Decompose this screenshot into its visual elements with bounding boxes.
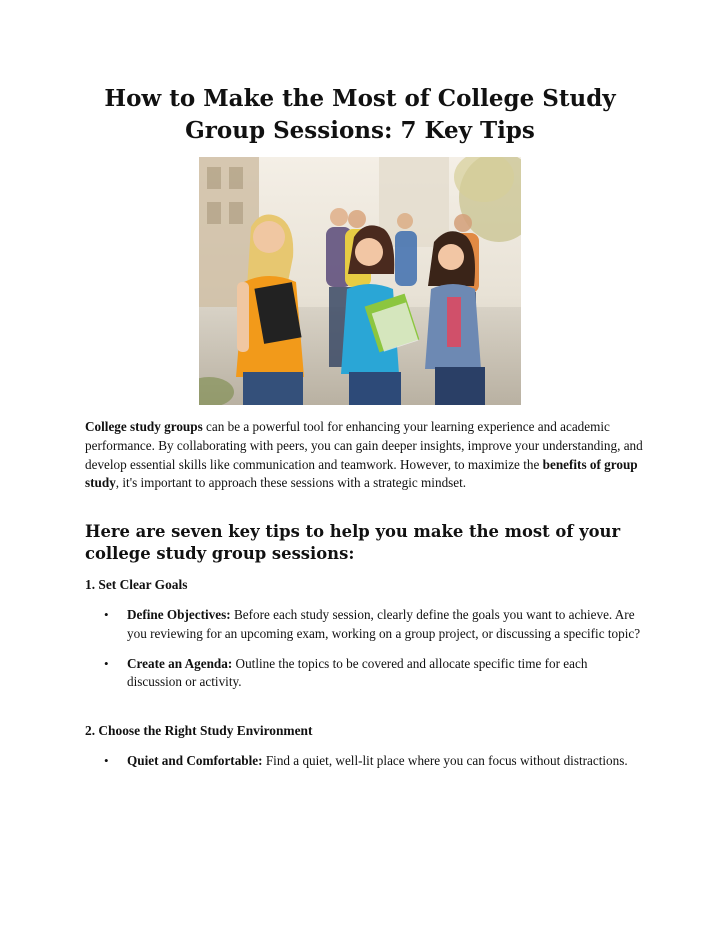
tip-1-list [85,606,645,703]
intro-bold-college-study-groups: College study groups [85,419,203,434]
tip-2-list [85,752,645,782]
list-item-label: Define Objectives: [127,607,231,622]
page-title [60,83,660,147]
intro-text-1: can be a powerful tool for enhancing your learning experience and academic performance. By collaborating with peers, you can gain deeper insights, improve your understanding, and develop essential skills like communication and teamwork. However, to maximize the [85,419,643,472]
bullet-icon: • [104,655,109,671]
list-item [85,752,645,771]
list-item-text: Find a quiet, well-lit place where you can focus without distractions. [262,753,628,768]
title-line-2: Group Sessions: 7 Key Tips [185,117,535,144]
bullet-icon: • [104,607,109,622]
hero-image [199,157,521,405]
list-item [85,606,645,644]
intro-bold-benefits: benefits of group study [85,456,638,491]
list-item-label: Quiet and Comfortable: [127,753,263,768]
list-item-label: Create an Agenda: [127,655,233,671]
bullet-icon: • [104,753,109,768]
tip-2-heading: 2. Choose the Right Study Environment [85,723,313,738]
list-item-text: Before each study session, clearly define the goals you want to achieve. Are you reviewing for an upcoming exam, working on a group project, or discussing a specific topic? [127,607,641,641]
title-line-1: How to Make the Most of College Study [104,85,616,112]
tip-1-heading: 1. Set Clear Goals [85,577,188,592]
list-item-text: Outline the topics to be covered and allocate specific time for each discussion or activity. [127,655,588,690]
section-subheading: Here are seven key tips to help you make the most of your college study group sessions: [85,522,621,563]
intro-text-2: , it's important to approach these sessions with a strategic mindset. [115,475,467,491]
list-item [85,655,645,693]
intro-paragraph [85,418,645,493]
